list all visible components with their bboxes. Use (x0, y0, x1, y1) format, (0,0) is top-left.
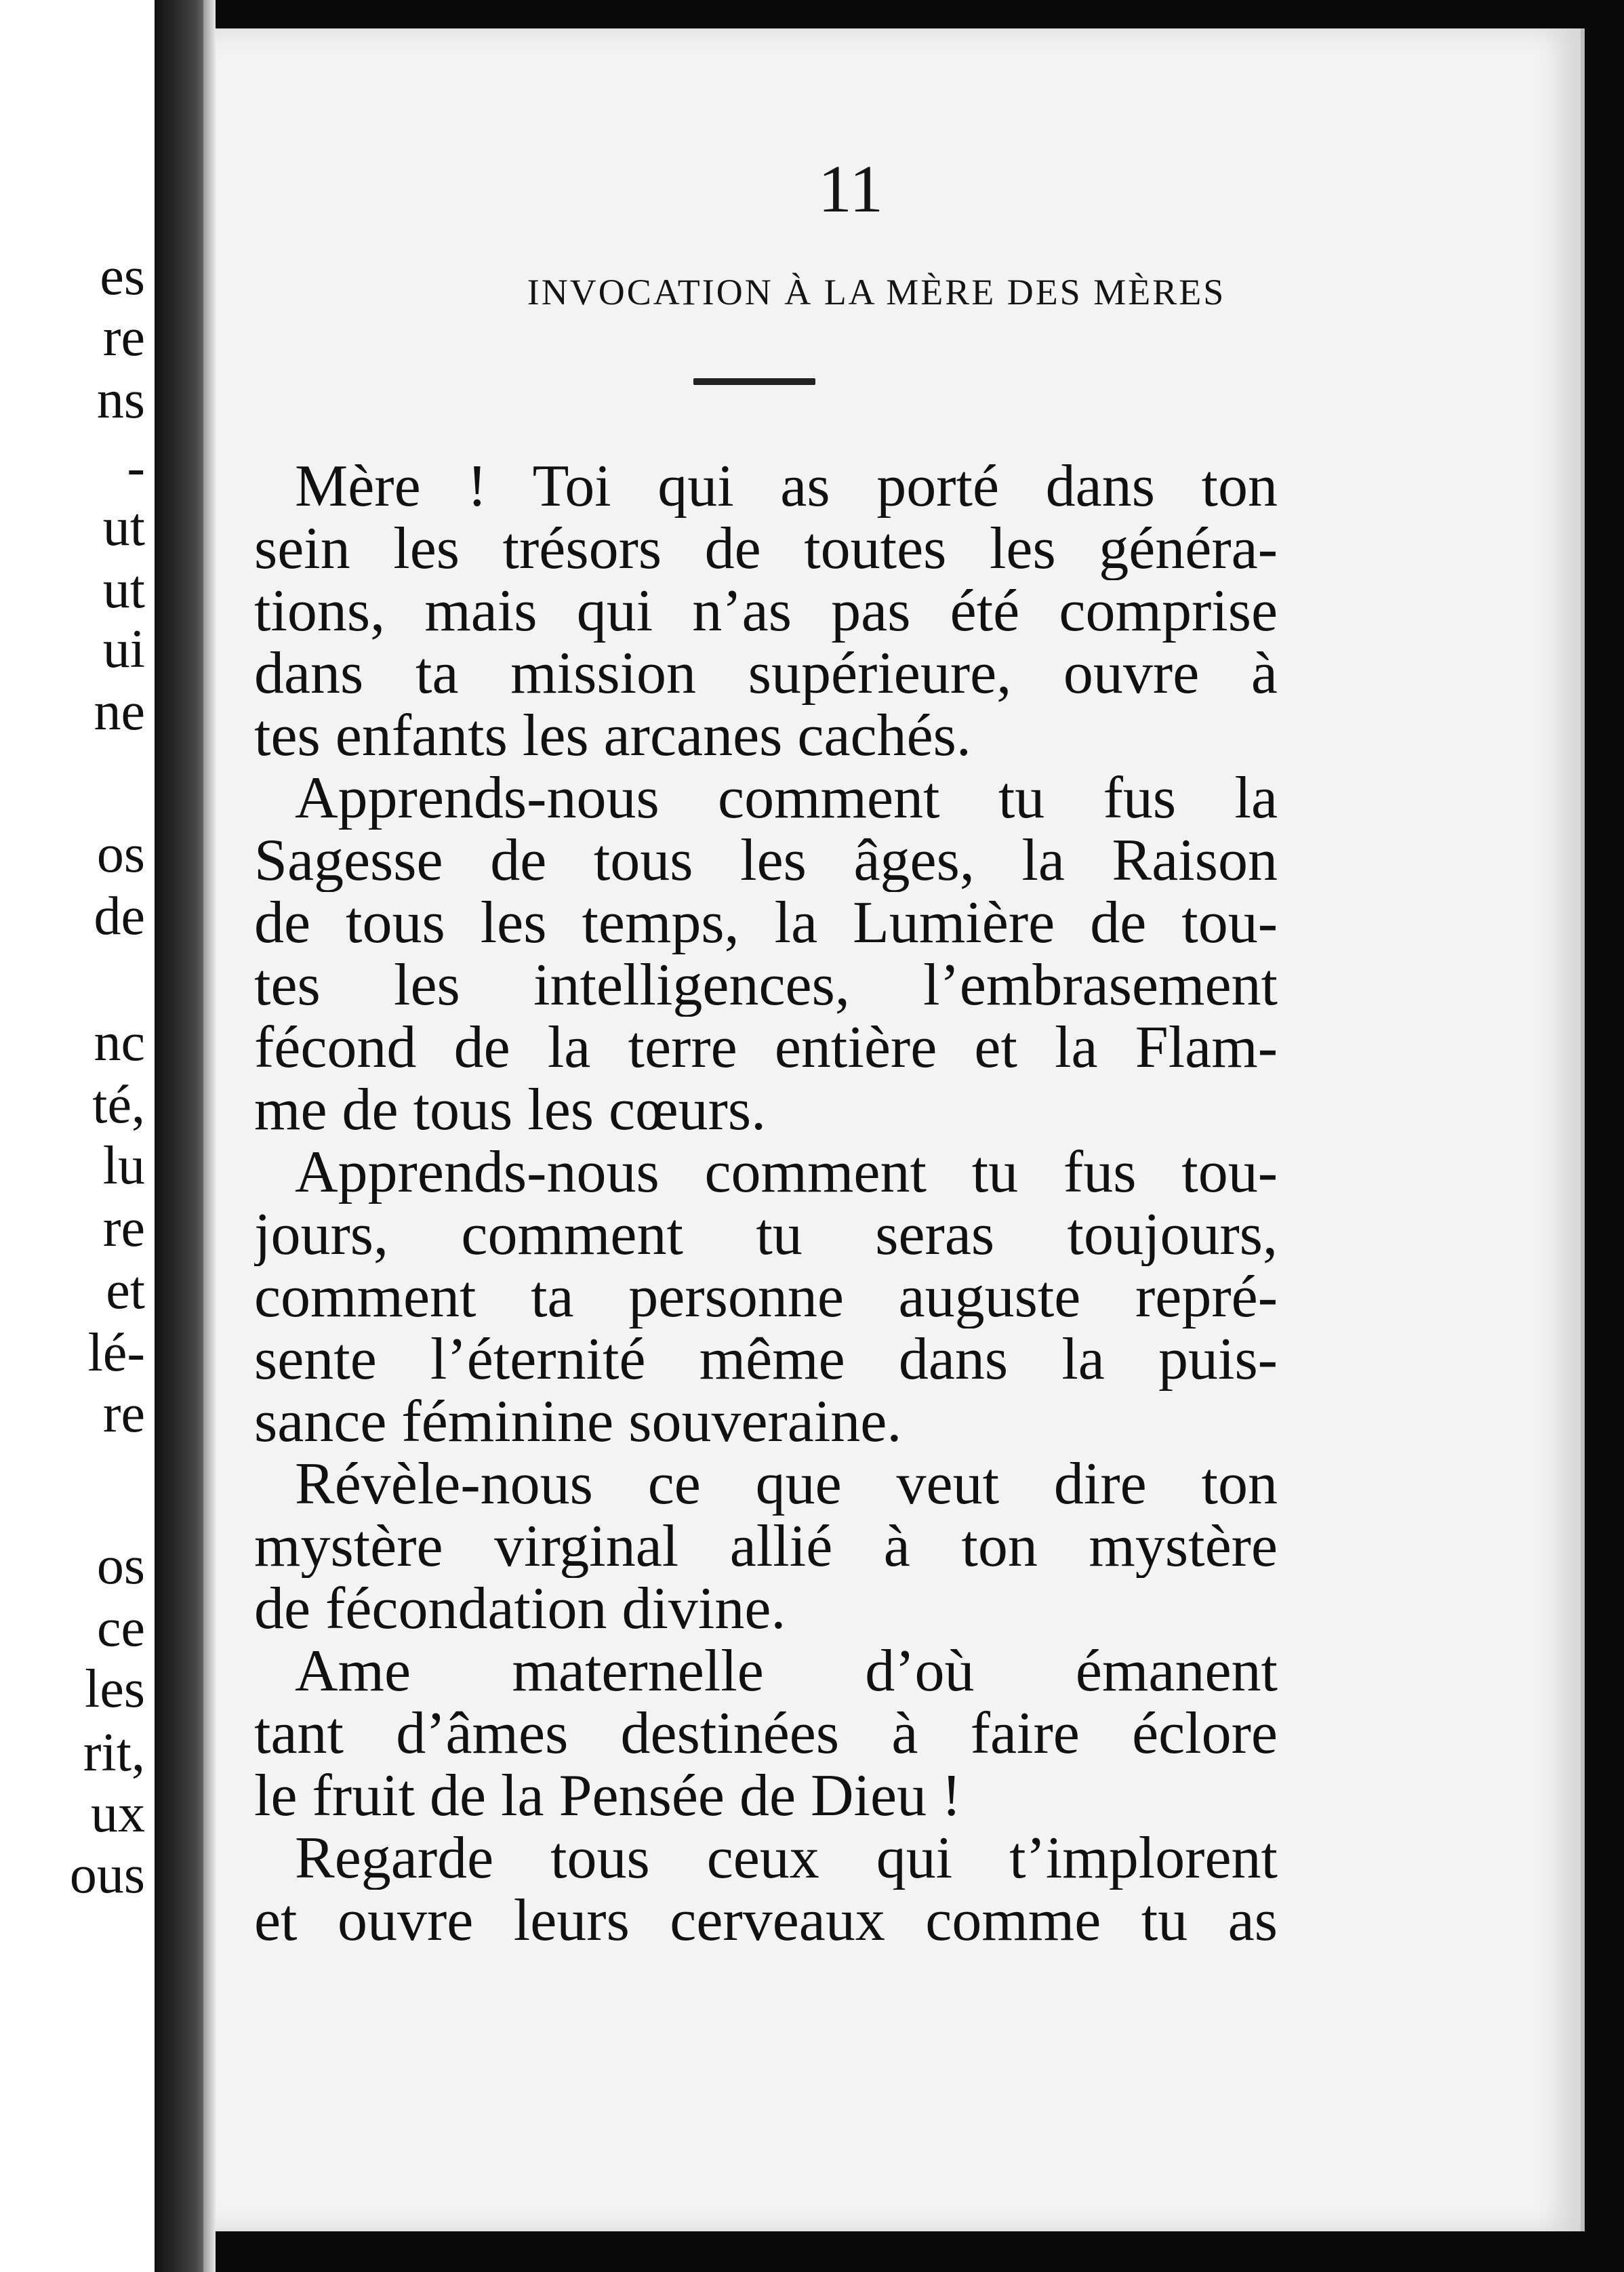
text-line: me de tous les cœurs. (254, 1079, 767, 1141)
text-line: tant d’âmes destinées à faire éclore (254, 1703, 1278, 1765)
text-line: tes les intelligences, l’embrasement (254, 954, 1278, 1017)
text-line: sance féminine souveraine. (254, 1391, 902, 1453)
left-page-line: lu (102, 1136, 145, 1196)
text-line: le fruit de la Pensée de Dieu ! (254, 1765, 962, 1827)
text-line: sein les trésors de toutes les généra- (254, 518, 1278, 580)
text-line: Ame maternelle d’où émanent (295, 1640, 1278, 1703)
page-edge (203, 0, 216, 2272)
left-page-line: ns (96, 370, 145, 430)
text-line: Sagesse de tous les âges, la Raison (254, 830, 1278, 892)
title-divider (693, 378, 815, 385)
text-line: mystère virginal allié à ton mystère (254, 1516, 1278, 1578)
text-line: de fécondation divine. (254, 1578, 786, 1640)
text-line: et ouvre leurs cerveaux comme tu as (254, 1890, 1278, 1952)
text-line: jours, comment tu seras toujours, (254, 1204, 1278, 1266)
left-page-line: ux (91, 1784, 145, 1844)
text-line: Regarde tous ceux qui t’implorent (295, 1827, 1278, 1890)
left-page-line: os (96, 1536, 145, 1596)
left-page-line: et (106, 1261, 145, 1320)
left-page-line: ous (69, 1845, 145, 1905)
text-line: de tous les temps, la Lumière de tou- (254, 892, 1278, 954)
left-page-line: re (102, 1384, 145, 1444)
left-page-line: les (85, 1659, 145, 1719)
left-page-line: té, (92, 1075, 145, 1135)
page-number: 11 (817, 151, 884, 226)
text-line: Révèle-nous ce que veut dire ton (295, 1453, 1278, 1516)
left-page-line: rit, (83, 1723, 145, 1783)
text-line: tions, mais qui n’as pas été comprise (254, 580, 1278, 643)
left-page-line: - (127, 438, 145, 498)
left-page-line: lé- (87, 1323, 145, 1383)
left-page-line: ui (102, 620, 145, 679)
facing-page-fragment (0, 0, 155, 2272)
left-page-line: ne (94, 682, 145, 742)
left-page-line: nc (94, 1013, 145, 1072)
page-title: INVOCATION À LA MÈRE DES MÈRES (527, 272, 1226, 312)
left-page-line: ce (96, 1598, 145, 1658)
text-line: dans ta mission supérieure, ouvre à (254, 643, 1278, 705)
left-page-line: ut (102, 560, 145, 620)
left-page-line: os (96, 824, 145, 884)
text-line: Mère ! Toi qui as porté dans ton (295, 455, 1278, 518)
book-gutter (155, 0, 209, 2272)
left-page-line: de (94, 887, 145, 946)
left-page-line: es (100, 247, 145, 306)
left-page-line: ut (102, 498, 145, 557)
left-page-line: re (102, 308, 145, 367)
text-line: comment ta personne auguste repré- (254, 1266, 1278, 1328)
text-line: fécond de la terre entière et la Flam- (254, 1017, 1278, 1079)
book-page (216, 28, 1585, 2231)
body-text (254, 455, 1278, 1952)
text-line: tes enfants les arcanes cachés. (254, 705, 971, 767)
text-line: Apprends-nous comment tu fus tou- (295, 1141, 1278, 1204)
text-line: Apprends-nous comment tu fus la (295, 767, 1278, 830)
text-line: sente l’éternité même dans la puis- (254, 1328, 1278, 1391)
left-page-line: re (102, 1198, 145, 1258)
